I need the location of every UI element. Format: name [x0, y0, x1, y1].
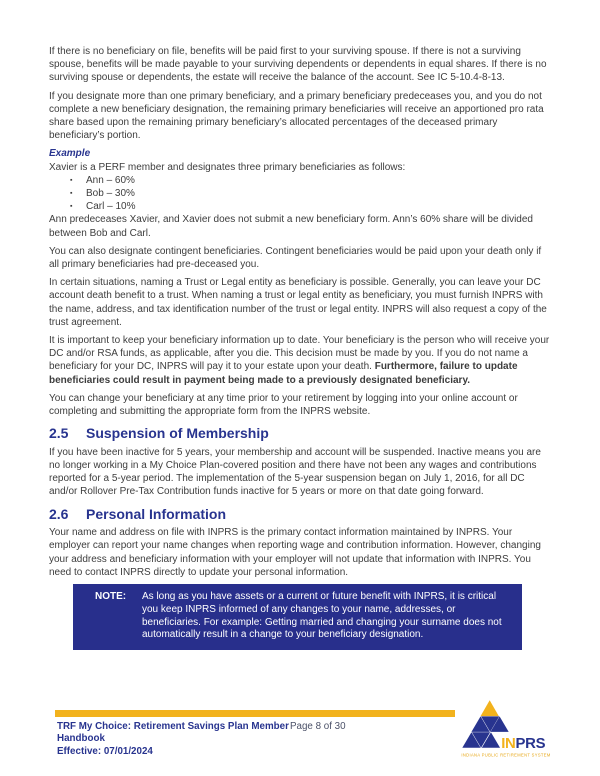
example-heading: Example: [49, 148, 91, 160]
paragraph-keep-updated-bold: Furthermore, failure to update beneficiaries could result in payment being made to a previously designated beneficiary.: [49, 361, 518, 386]
footer-effective-date: Effective: 07/01/2024: [57, 745, 153, 757]
paragraph-keep-updated-text: It is important to keep your beneficiary information up to date. Your beneficiary is the person who will receive your DC and/or RSA funds, as applicable, after you die. This decision must be made by you. If you do not name a beneficiary for your DC, INPRS will pay it to your estate upon your death.: [49, 335, 550, 373]
footer-doc-info: [57, 721, 302, 758]
bullet-icon: ▪: [70, 176, 73, 184]
inprs-wordmark-in: IN: [501, 735, 516, 752]
bullet-icon: ▪: [70, 203, 73, 211]
list-item: [49, 174, 551, 187]
inprs-wordmark: [501, 736, 545, 752]
content-area: [49, 45, 551, 650]
note-box: [73, 584, 522, 650]
paragraph-keep-updated: [49, 334, 551, 387]
section-2-5-body: If you have been inactive for 5 years, your membership and account will be suspended. Inactive means you are no longer working in a My Choice Plan-covered position and there have not been any wages and contributions reported for a 5-year period. The implementation of the 5-year suspension began on July 1, 2016, for all DC and/or Rollover Pre-Tax Contribution funds inactive for 5 years or more on that date going forward.: [49, 446, 541, 498]
note-body: As long as you have assets or a current or future benefit with INPRS, it is critical you keep INPRS informed of any changes to your name, addresses, or beneficiaries. For example: Getting married and changing your surname does not automatically result in a change to your beneficiary designation.: [142, 590, 502, 641]
paragraph-contingent: You can also designate contingent beneficiaries. Contingent beneficiaries would be paid upon your death only if all primary beneficiaries had pre-deceased you.: [49, 245, 542, 271]
example-intro: Xavier is a PERF member and designates three primary beneficiaries as follows:: [49, 161, 406, 173]
bullet-icon: ▪: [70, 190, 73, 198]
note-label: NOTE:: [95, 590, 127, 602]
bullet-label: Carl – 10%: [86, 201, 136, 213]
footer-divider-bar: [55, 710, 455, 717]
section-title: Personal Information: [86, 505, 227, 522]
example-outro: Ann predeceases Xavier, and Xavier does not submit a new beneficiary form. Ann’s 60% share will be divided between Bob and Carl.: [49, 214, 533, 239]
paragraph-trust: In certain situations, naming a Trust or Legal entity as beneficiary is possible. Generally, you can leave your DC account death benefit to a trust. When naming a trust or legal entity as beneficiary, you must furnish INPRS with the name, address, and tax identification number of the trust or legal entity. INPRS will also request a copy of the trust agreement.: [49, 277, 547, 328]
section-title: Suspension of Membership: [86, 425, 269, 442]
inprs-logo: [458, 698, 554, 762]
list-item: [49, 200, 551, 213]
list-item: [49, 187, 551, 200]
paragraph-change-beneficiary: You can change your beneficiary at any time prior to your retirement by logging into your online account or completing and submitting the appropriate form from the INPRS website.: [49, 392, 518, 418]
section-number: 2.5: [49, 425, 69, 442]
section-2-5-heading: [49, 425, 551, 443]
paragraph-spouse-default: If there is no beneficiary on file, benefits will be paid first to your surviving spouse. If there is not a surviving spouse, benefits will be made payable to your surviving dependents or dependents in equal shares. If there is no surviving spouse or dependents, the estate will receive the balance of the account. See IC 5-10.4-8-13.: [49, 46, 547, 84]
bullet-label: Ann – 60%: [86, 174, 135, 186]
footer-doc-title: TRF My Choice: Retirement Savings Plan Member Handbook: [57, 721, 289, 745]
section-number: 2.6: [49, 505, 69, 522]
section-2-6-heading: [49, 506, 551, 524]
bullet-label: Bob – 30%: [86, 188, 135, 200]
example-block: [49, 147, 551, 239]
paragraph-multiple-beneficiaries: If you designate more than one primary beneficiary, and a primary beneficiary predeceases you, and you do not complete a new beneficiary designation, the remaining primary beneficiaries will receive an apportioned pro rata share based upon the remaining primary beneficiary’s allocated percentages of the deceased primary beneficiary’s portion.: [49, 90, 544, 142]
footer-page-indicator: Page 8 of 30: [290, 721, 346, 732]
section-2-6-body: Your name and address on file with INPRS is the primary contact information maintained by INPRS. Your employer can report your name changes when reporting wage and contribution information. However, changing your address and beneficiary information with your employer will not update that information with INPRS. You need to contact INPRS directly to update your personal information.: [49, 527, 541, 578]
beneficiary-bullet-list: [49, 174, 551, 214]
inprs-wordmark-prs: PRS: [515, 735, 546, 752]
inprs-logo-graphic: [458, 698, 554, 762]
inprs-tagline: INDIANA PUBLIC RETIREMENT SYSTEM: [461, 752, 551, 758]
